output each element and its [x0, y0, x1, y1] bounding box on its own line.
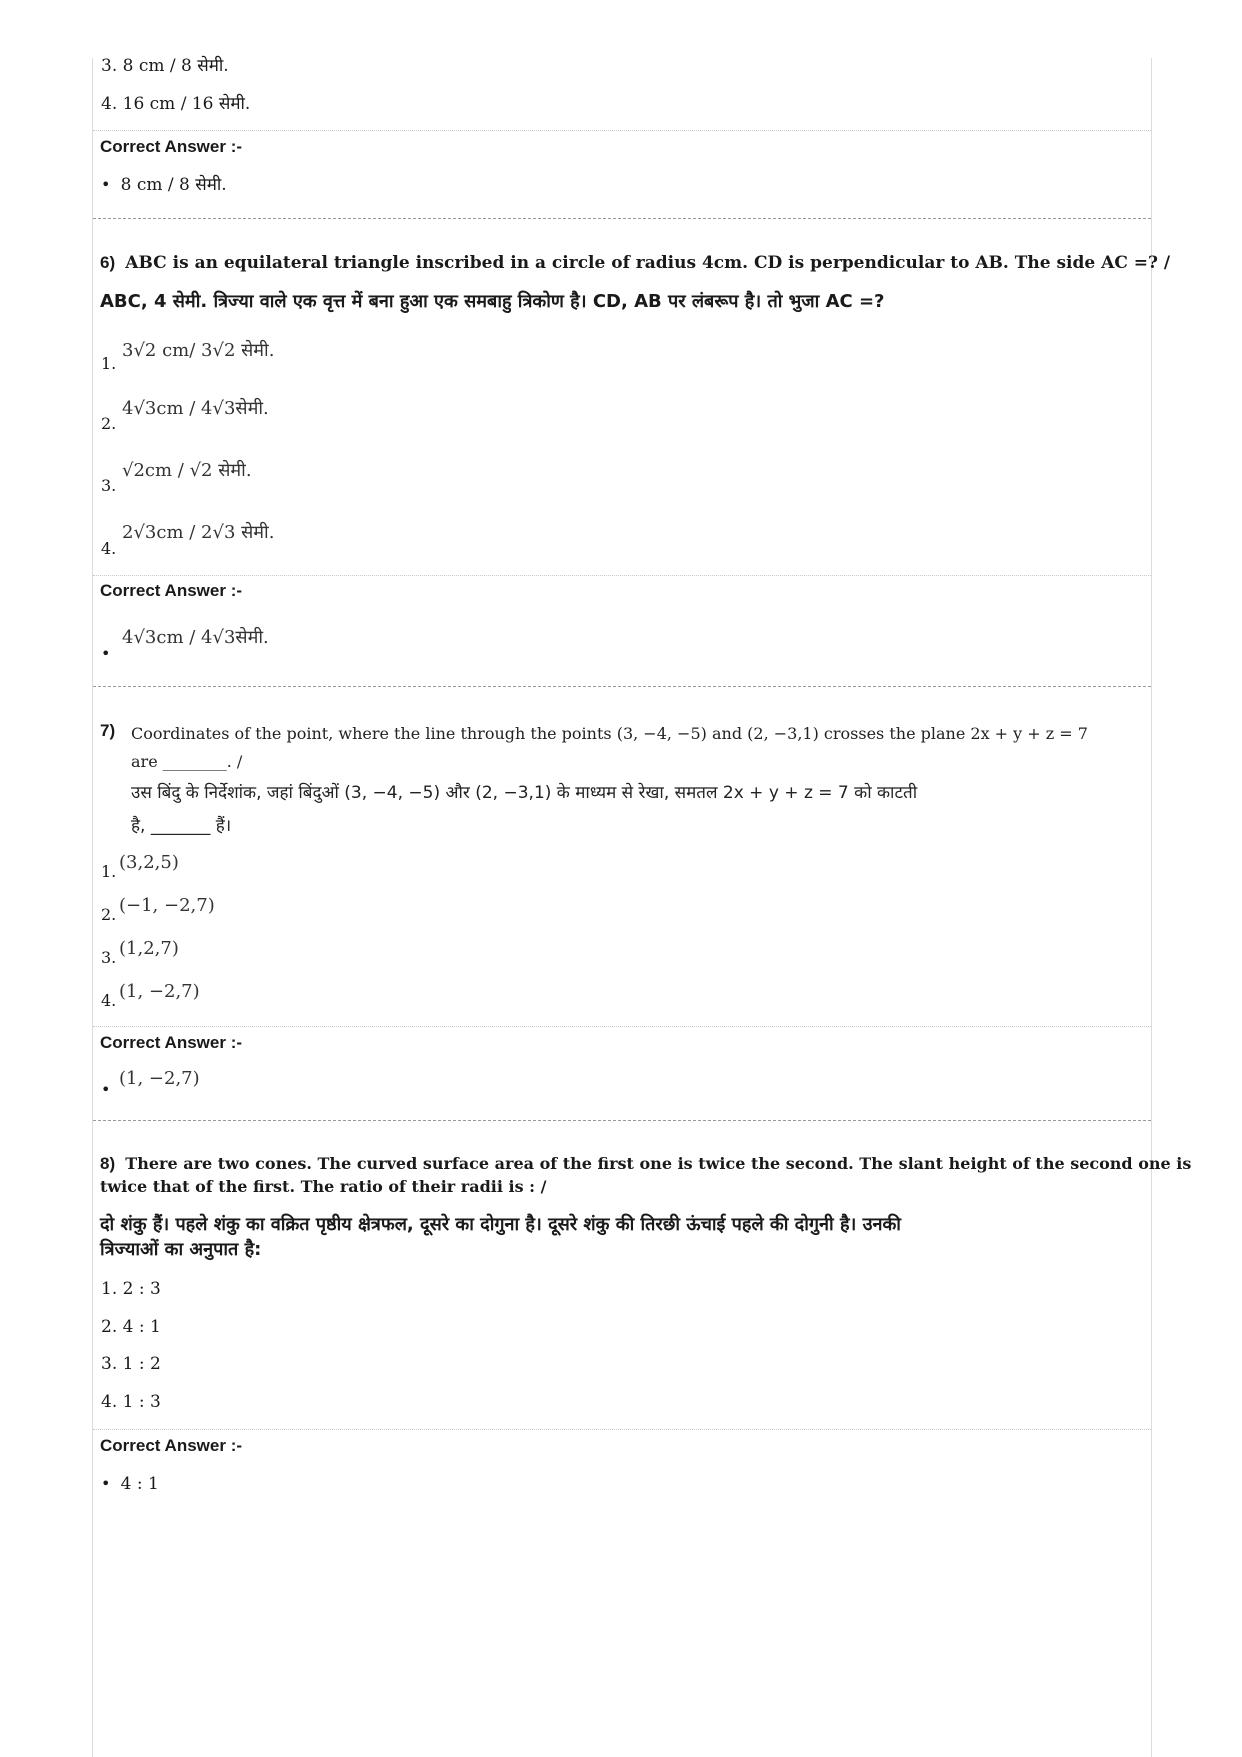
q5-correct-answer-label: Correct Answer :- — [100, 137, 243, 156]
q6-number: 6) — [100, 253, 116, 272]
question-separator — [93, 1120, 1151, 1121]
bullet: • — [101, 175, 121, 194]
q8-question — [100, 1154, 1191, 1174]
question-separator — [93, 218, 1151, 219]
q7-option-4-num: 4. — [101, 991, 117, 1010]
q8-correct-answer-label: Correct Answer :- — [100, 1436, 243, 1455]
divider — [93, 1429, 1151, 1430]
q7-text-en-line2: are ________. / — [131, 752, 243, 771]
q7-option-4: (1, −2,7) — [119, 981, 200, 1002]
q6-option-4: 2√3cm / 2√3 सेमी. — [122, 522, 275, 543]
q7-text-hi-line2: है, _______ हैं। — [131, 816, 232, 836]
q8-number: 8) — [100, 1154, 116, 1173]
q7-text-hi-line1: उस बिंदु के निर्देशांक, जहां बिंदुओं (3, −4, −5) और (2, −3,1) के माध्यम से रेखा, समतल 2x + y + z = 7 को काटती — [131, 783, 918, 803]
q6-option-3-num: 3. — [101, 476, 117, 495]
q6-option-3: √2cm / √2 सेमी. — [122, 460, 252, 481]
q7-correct-answer-label: Correct Answer :- — [100, 1033, 243, 1052]
q6-correct-answer-label: Correct Answer :- — [100, 581, 243, 600]
q8-option-2: 2. 4 : 1 — [101, 1317, 161, 1337]
q7-option-1-num: 1. — [101, 862, 117, 881]
q7-option-3-num: 3. — [101, 948, 117, 967]
q6-option-2: 4√3cm / 4√3सेमी. — [122, 398, 269, 419]
q6-text-en: ABC is an equilateral triangle inscribed in a circle of radius 4cm. CD is perpendicular to AB. The side AC =? / — [125, 253, 1171, 273]
divider — [93, 575, 1151, 576]
q6-question — [100, 253, 1170, 273]
q7-text-en-line1: Coordinates of the point, where the line through the points (3, −4, −5) and (2, −3,1) crosses the plane 2x + y + z = 7 — [131, 724, 1088, 743]
q8-text-en-line2: twice that of the first. The ratio of their radii is : / — [100, 1177, 547, 1196]
q6-text-hi: ABC, 4 सेमी. त्रिज्या वाले एक वृत्त में बना हुआ एक समबाहु त्रिकोण है। CD, AB पर लंबरूप है। तो भुजा AC =? — [100, 291, 885, 312]
q8-text-hi-line1: दो शंकु हैं। पहले शंकु का वक्रित पृष्ठीय क्षेत्रफल, दूसरे का दोगुना है। दूसरे शंकु की तिरछी ऊंचाई पहले की दोगुनी है। उनकी — [100, 1214, 901, 1235]
q7-option-2-num: 2. — [101, 905, 117, 924]
q6-option-2-num: 2. — [101, 414, 117, 433]
bullet: • — [101, 1080, 111, 1099]
question-separator — [93, 686, 1151, 687]
q7-number: 7) — [100, 721, 116, 740]
q5-correct-answer-value: 8 cm / 8 सेमी. — [120, 175, 227, 195]
q5-option-4: 4. 16 cm / 16 सेमी. — [101, 94, 251, 114]
q8-option-4: 4. 1 : 3 — [101, 1392, 161, 1412]
q7-correct-answer: (1, −2,7) — [119, 1068, 200, 1089]
divider — [93, 1026, 1151, 1027]
q5-option-3: 3. 8 cm / 8 सेमी. — [101, 56, 229, 76]
q6-option-1: 3√2 cm/ 3√2 सेमी. — [122, 340, 275, 361]
q8-correct-answer — [101, 1473, 159, 1495]
bullet: • — [101, 644, 111, 663]
q5-correct-answer — [101, 174, 227, 196]
q8-text-en-line1: There are two cones. The curved surface area of the first one is twice the second. The slant height of the second one is — [125, 1154, 1192, 1173]
q7-option-2: (−1, −2,7) — [119, 895, 215, 916]
q6-option-1-num: 1. — [101, 354, 117, 373]
q8-option-3: 3. 1 : 2 — [101, 1354, 161, 1374]
divider — [93, 130, 1151, 131]
q6-option-4-num: 4. — [101, 539, 117, 558]
q8-correct-answer-value: 4 : 1 — [120, 1474, 159, 1494]
q8-option-1: 1. 2 : 3 — [101, 1279, 161, 1299]
bullet: • — [101, 1474, 121, 1493]
q7-option-1: (3,2,5) — [119, 852, 179, 873]
q7-option-3: (1,2,7) — [119, 938, 179, 959]
q8-text-hi-line2: त्रिज्याओं का अनुपात है: — [100, 1239, 262, 1260]
q6-correct-answer: 4√3cm / 4√3सेमी. — [122, 627, 269, 648]
